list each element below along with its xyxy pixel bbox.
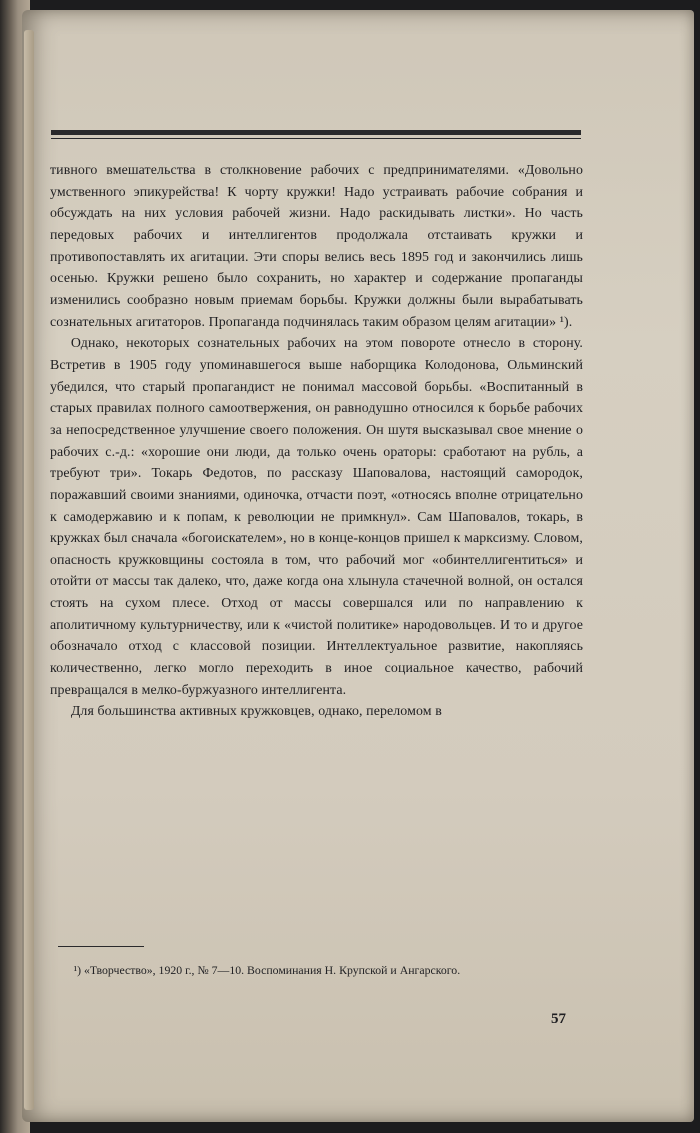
header-rule bbox=[51, 130, 581, 139]
body-text bbox=[50, 160, 583, 723]
footnote: ¹) «Творчество», 1920 г., № 7—10. Воспоминания Н. Крупской и Ангарского. bbox=[73, 963, 461, 977]
paragraph-1: тивного вмешательства в столкновение рабочих с предпринимателями. «Довольно умственного эпикурейства! К чорту кружки! Надо устраивать рабочие собрания и обсуждать на них условия рабочей жизни. Надо раскидывать листки». Но часть передовых рабочих и интеллигентов продолжала отстаивать кружки и противопоставлять их агитации. Эти споры велись весь 1895 год и закончились лишь осенью. Кружки решено было сохранить, но характер и содержание пропаганды изменились сообразно новым приемам борьбы. Кружки должны были вырабатывать сознательных агитаторов. Пропаганда подчинялась таким образом целям агитации» ¹). bbox=[50, 163, 583, 330]
page-edges bbox=[24, 30, 34, 1110]
page-number: 57 bbox=[551, 1011, 566, 1027]
paragraph-2: Однако, некоторых сознательных рабочих на этом повороте отнесло в сторону. Встретив в 1905 году упоминавшегося выше наборщика Колодонова, Ольминский убедился, что старый пропагандист не понимал массовой борьбы. «Воспитанный в старых правилах полного самоотвержения, он равнодушно относился к борьбе рабочих за непосредственное улучшение своего положения. Он шутя высказывал свое мнение о рабочих с.-д.: «хорошие они люди, да только очень ораторы: сработают на рубль, а требуют три». Токарь Федотов, по рассказу Шаповалова, настоящий самородок, поражавший своими знаниями, одиночка, отчасти поэт, «относясь вполне отрицательно к самодержавию и к попам, к революции не примкнул». Сам Шаповалов, токарь, в кружках был сначала «богоискателем», но в конце-концов пришел к марксизму. Словом, опасность кружковщины состояла в том, что рабочий мог «обинтеллигентиться» и отойти от массы так далеко, что, даже когда она хлынула стачечной волной, он остался стоять на сухом плесе. Отход от массы совершался или по направлению к аполитичному культурничеству, или к «чистой политике» народовольцев. И то и другое обозначало отход с классовой позиции. Интеллектуальное развитие, накопляясь количественно, легко могло переходить в иное социальное качество, рабочий превращался в мелко-буржуазного интеллигента. bbox=[50, 336, 583, 698]
paragraph-3: Для большинства активных кружковцев, однако, переломом в bbox=[70, 704, 442, 720]
footnote-rule bbox=[58, 946, 144, 947]
